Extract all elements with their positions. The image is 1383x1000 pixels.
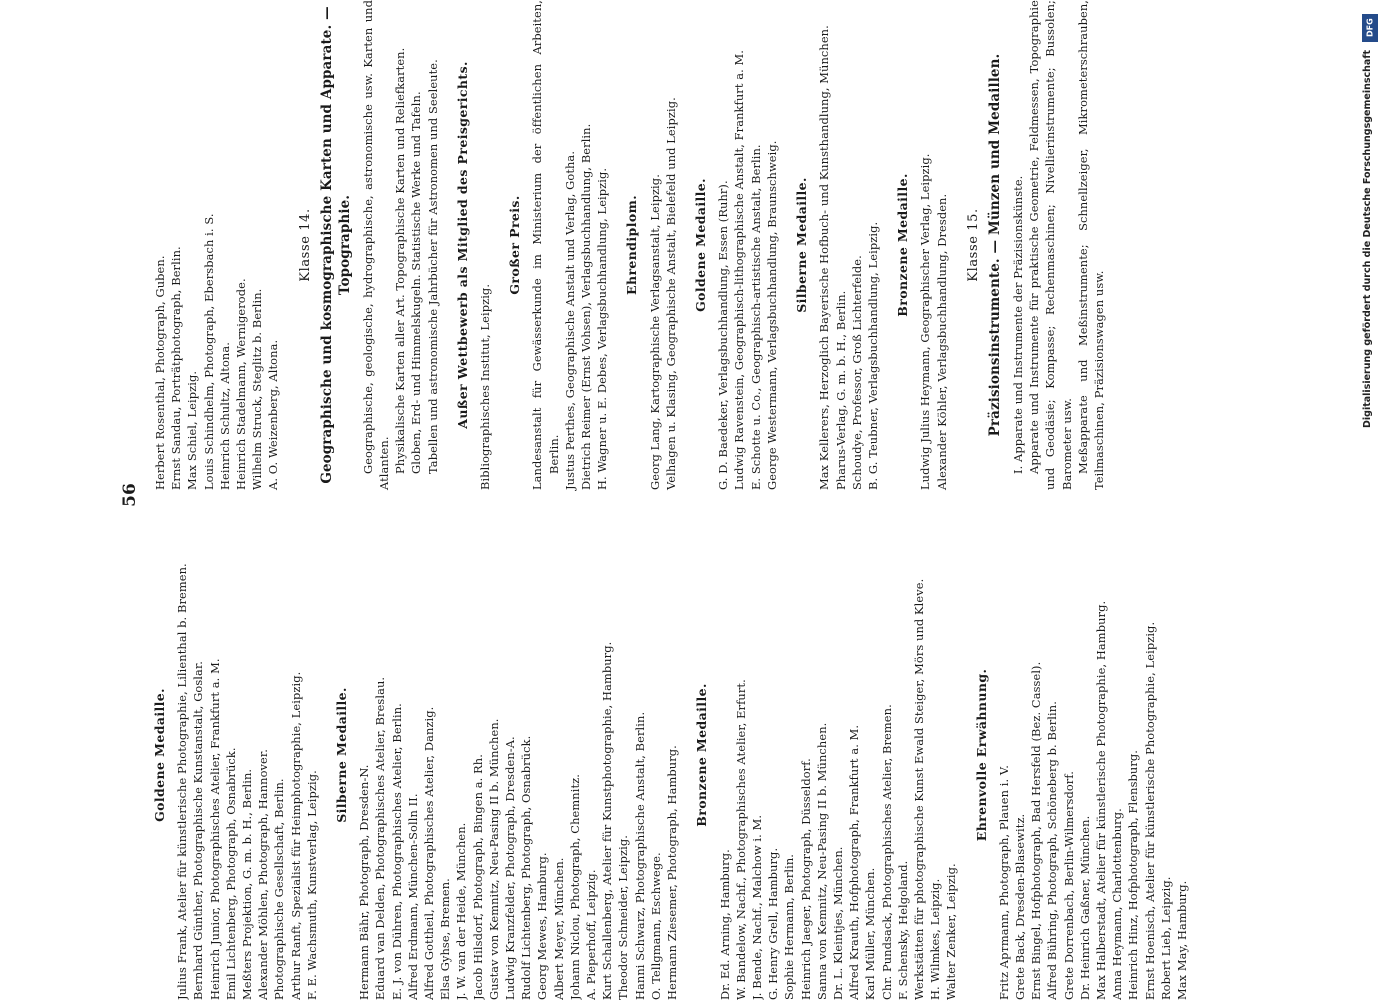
digitization-credit: [1360, 10, 1380, 990]
list-entry: E. J. von Dühren, Photographisches Atelier, Berlin.: [389, 703, 404, 1000]
entry-list: [477, 0, 493, 490]
list-entry: Ernst Hoenisch, Atelier für künstlerische Photographie, Leipzig.: [1142, 621, 1157, 1000]
list-entry: W. Bandelow, Nachf., Photographisches Atelier, Erfurt.: [733, 679, 748, 1000]
list-entry: Dietrich Reimer (Ernst Vohsen), Verlagsbuchhandlung, Berlin.: [579, 123, 594, 490]
list-entry: Julius Frank, Atelier für künstlerische Photographie, Lilienthal b. Bremen.: [175, 563, 190, 1000]
list-entry: Heinrich Schultz, Altona.: [217, 342, 232, 490]
list-entry: Heinrich Junior, Photographisches Atelier, Frankfurt a. M.: [207, 658, 222, 1000]
list-entry: Eduard van Delden, Photographisches Atelier, Breslau.: [373, 676, 388, 1000]
list-entry: Bernhard Günther, Photographische Kunstanstalt, Goslar.: [191, 661, 206, 1000]
list-entry: George Westermann, Verlagsbuchhandlung, Braunschweig.: [764, 140, 779, 490]
list-entry: Werkstätten für photographische Kunst Ewald Steiger, Mörs und Kleve.: [911, 578, 926, 1000]
list-entry: Meßters Projektion, G. m. b. H., Berlin.: [240, 768, 255, 1000]
list-entry: F. E. Wachsmuth, Kunstverlag, Leipzig.: [304, 770, 319, 1000]
entry-list: [816, 0, 881, 490]
list-entry: Gustav von Kemnitz, Neu-Pasing II b. München.: [486, 718, 501, 1000]
list-entry: Sophie Hermann, Berlin.: [782, 853, 797, 1000]
entry-list: [152, 0, 282, 490]
list-entry: Bibliographisches Institut, Leipzig.: [478, 283, 493, 490]
description-paragraph: Tabellen und astronomische Jahrbücher für Astronomen und Seeleute.: [425, 59, 440, 474]
list-entry: Pharus-Verlag, G. m. b. H., Berlin.: [833, 290, 848, 490]
left-column: [152, 510, 1190, 1000]
entry-list: [917, 0, 949, 490]
list-entry: Alfred Krauth, Hofphotograph, Frankfurt a. M.: [847, 724, 862, 1000]
document-page: [120, 0, 1360, 1000]
description-list: [360, 0, 441, 490]
section-heading: Silberne Medaille.: [334, 687, 350, 823]
section-heading: Bronzene Medaille.: [694, 683, 710, 827]
list-entry: Hermann Ziesemer, Photograph, Hamburg.: [665, 745, 680, 1000]
class-subject: Präzisionsinstrumente. — Münzen und Medaillen.: [986, 53, 1003, 437]
list-entry: Ernst Bingel, Hofphotograph, Bad Hersfeld (Bez. Cassel).: [1029, 661, 1044, 1000]
entry-list: [717, 510, 960, 1000]
section-heading: Goldene Medaille.: [693, 178, 709, 312]
list-entry: J. Bende, Nachf., Malchow i. M.: [749, 814, 764, 1000]
list-entry: Emil Lichtenberg, Photograph, Osnabrück.: [223, 747, 238, 1000]
list-entry: Robert Lieb, Leipzig.: [1158, 876, 1173, 1000]
list-entry: Johann Niclou, Photograph, Chemnitz.: [567, 774, 582, 1000]
list-entry: A. Pieperhoff, Leipzig.: [584, 869, 599, 1000]
list-entry: Herbert Rosenthal, Photograph, Guben.: [153, 255, 167, 490]
description-list: [1010, 0, 1107, 490]
list-entry: A. O. Weizenberg, Altona.: [266, 339, 281, 490]
list-entry: G. D. Baedeker, Verlagsbuchhandlung, Essen (Ruhr).: [716, 180, 731, 490]
section-heading: Bronzene Medaille.: [895, 173, 911, 317]
list-entry: Schoudye, Professor, Groß Lichterfelde.: [849, 255, 864, 490]
list-entry: Rudolf Lichtenberg, Photograph, Osnabrück.: [519, 735, 534, 1000]
entry-list: [174, 510, 320, 1000]
list-entry: Alfred Erdmann, München-Solln II.: [405, 793, 420, 1000]
list-entry: Karl Müller, München.: [863, 867, 878, 1000]
description-paragraph: Geographische, geologische, hydrographische, astronomische usw. Karten und Atlanten.: [360, 0, 392, 490]
list-entry: Ludwig Kranzfelder, Photograph, Dresden-A.: [503, 736, 518, 1000]
list-entry: Georg Mewes, Hamburg.: [535, 852, 550, 1000]
dfg-logo: DFG: [1362, 14, 1378, 42]
description-paragraph: Globen, Erd- und Himmelskugeln. Statistische Werke und Tafeln.: [409, 91, 424, 474]
list-entry: Max Schiel, Leipzig.: [185, 370, 200, 490]
class-heading: Klasse 15.: [965, 208, 981, 282]
section-heading: Ehrendiplom.: [624, 195, 640, 295]
list-entry: Hanni Schwarz, Photographische Anstalt, Berlin.: [632, 711, 647, 1000]
list-entry: Heinrich Jaeger, Photograph, Düsseldorf.: [798, 758, 813, 1000]
page-number: 56: [120, 483, 140, 507]
list-entry: Hermann Bähr, Photograph, Dresden-N.: [357, 764, 372, 1000]
list-entry: Max Halberstadt, Atelier für künstlerische Photographie, Hamburg.: [1093, 600, 1108, 1000]
list-entry: Elsa Gyhse, Bremen.: [438, 878, 453, 1000]
description-paragraph: I. Apparate und Instrumente der Präzisionskünste.: [1010, 175, 1025, 474]
list-entry: Kurt Schallenberg, Atelier für Kunstphotographie, Hamburg.: [600, 641, 615, 1000]
list-entry: Max May, Hamburg.: [1174, 880, 1189, 1000]
section-heading: Goldene Medaille.: [152, 688, 167, 822]
description-paragraph: Apparate und Instrumente für praktische Geometrie, Feldmessen, Topographie und Geodäsie; Kompasse; Rechenmaschinen; Nivellierinstrumente; Bussolen; Barometer usw.: [1027, 0, 1074, 490]
credit-text: Digitalisierung gefördert durch die Deutsche Forschungsgemeinschaft: [1362, 50, 1373, 428]
entry-list: [715, 0, 780, 490]
list-entry: Theodor Schneider, Leipzig.: [616, 835, 631, 1000]
list-entry: Fritz Aртmann, Photograph, Plauen i. V.: [996, 765, 1011, 1000]
list-entry: Ernst Sandau, Porträtphotograph, Berlin.: [169, 246, 184, 490]
list-entry: Alexander Möhlen, Photograph, Hannover.: [256, 749, 271, 1000]
list-entry: Sanna von Kemnitz, Neu-Pasing II b. München.: [814, 722, 829, 1000]
list-entry: Chr. Pundsack, Photographisches Atelier, Bremen.: [879, 704, 894, 1000]
list-entry: J. W. van der Heide, München.: [454, 822, 469, 1000]
list-entry: Alfred Gottheil, Photographisches Atelier, Danzig.: [422, 706, 437, 1000]
list-entry: Jacob Hilsdorf, Photograph, Bingen a. Rh.: [470, 754, 485, 1000]
list-entry: Albert Meyer, München.: [551, 857, 566, 1000]
list-entry: Heinrich Hinz, Hofphotograph, Flensburg.: [1126, 749, 1141, 1000]
list-entry: O. Tellgmann, Eschwege.: [648, 852, 663, 1000]
section-heading: Außer Wettbewerb als Mitglied des Preisgerichts.: [454, 61, 470, 429]
list-entry: G. Henry Grell, Hamburg.: [766, 847, 781, 1000]
entry-list: [647, 0, 679, 490]
list-entry: Landesanstalt für Gewässerkunde im Ministerium der öffentlichen Arbeiten, Berlin.: [530, 0, 561, 490]
list-entry: Grete Back, Dresden-Blasewitz.: [1012, 813, 1027, 1000]
list-entry: Georg Lang, Kartographische Verlagsanstalt, Leipzig.: [647, 174, 662, 490]
list-entry: Wilhelm Struck, Steglitz b. Berlin.: [250, 288, 265, 490]
right-column: [152, 0, 1107, 490]
list-entry: Dr. Ed. Arning, Hamburg.: [717, 849, 732, 1000]
list-entry: Anna Heymann, Charlottenburg.: [1110, 808, 1125, 1000]
list-entry: H. Wilmkes, Leipzig.: [928, 878, 943, 1000]
list-entry: F. Schensky, Helgoland.: [895, 860, 910, 1000]
list-entry: Alexander Köhler, Verlagsbuchhandlung, Dresden.: [934, 193, 949, 490]
description-paragraph: Physikalische Karten aller Art. Topographische Karten und Reliefkarten.: [393, 47, 408, 474]
list-entry: B. G. Teubner, Verlagsbuchhandlung, Leipzig.: [865, 221, 880, 490]
section-heading: Silberne Medaille.: [794, 177, 810, 313]
list-entry: Justus Perthes, Geographische Anstalt und Verlag, Gotha.: [562, 150, 577, 490]
class-heading: Klasse 14.: [297, 208, 313, 282]
list-entry: E. Schotte u. Co., Geographisch-artistische Anstalt, Berlin.: [748, 144, 763, 490]
list-entry: Dr. Heinrich Gaßner, München.: [1077, 815, 1092, 1000]
list-entry: Grete Dorrenbach, Berlin-Wilmersdorf.: [1061, 771, 1076, 1000]
list-entry: Alfred Bühring, Photograph, Schöneberg b. Berlin.: [1045, 701, 1060, 1000]
list-entry: Ludwig Julius Heymann, Geographischer Verlag, Leipzig.: [918, 153, 933, 490]
list-entry: Ludwig Ravenstein, Geographisch-lithographische Anstalt, Frankfurt a. M.: [732, 49, 747, 490]
list-entry: Heinrich Stadelmann, Wernigerode.: [234, 278, 249, 490]
entry-list: [356, 510, 680, 1000]
entry-list: [996, 510, 1190, 1000]
list-entry: Walter Zenker, Leipzig.: [944, 863, 959, 1000]
section-heading: Ehrenvolle Erwähnung.: [973, 668, 989, 842]
description-paragraph: Meßapparate und Meßinstrumente; Schnellzeiger, Mikrometerschrauben, Teilmaschinen, Präzisionswagen usw.: [1075, 0, 1106, 490]
class-subject: Geographische und kosmographische Karten und Apparate. — Topographie.: [318, 6, 353, 484]
list-entry: Dr. L. Kleintjes, München.: [830, 846, 845, 1000]
list-entry: H. Wagner u. E. Debes, Verlagsbuchhandlung, Leipzig.: [595, 167, 610, 490]
section-heading: Großer Preis.: [507, 195, 523, 295]
list-entry: Photographische Gesellschaft, Berlin.: [272, 778, 287, 1000]
list-entry: Arthur Ranft, Spezialist für Heimphotographie, Leipzig.: [288, 671, 303, 1000]
list-entry: Louis Schindhelm, Photograph, Ebersbach i. S.: [201, 213, 216, 490]
list-entry: Max Kellerers, Herzoglich Bayerische Hofbuch- und Kunsthandlung, München.: [817, 25, 832, 490]
list-entry: Velhagen u. Klasing, Geographische Anstalt, Bielefeld und Leipzig.: [663, 97, 678, 490]
entry-list: [529, 0, 610, 490]
